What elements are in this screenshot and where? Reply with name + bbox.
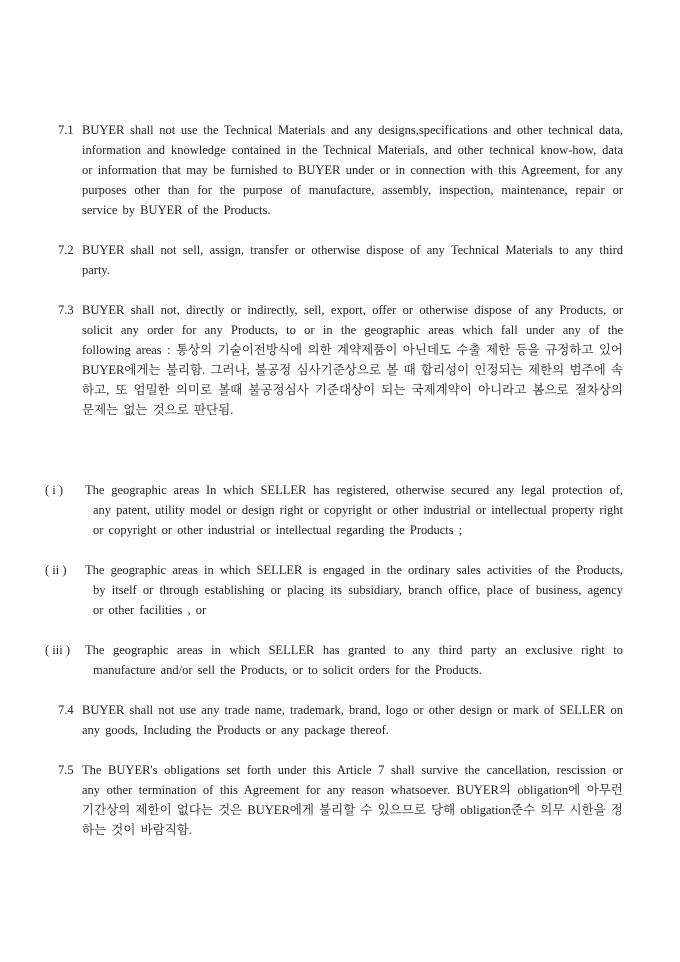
clause-7-2-number: 7.2 bbox=[58, 243, 74, 257]
subclause-ii bbox=[45, 560, 623, 620]
subclause-i-text: The geographic areas In which SELLER has registered, otherwise secured any legal protection of, any patent, utility model or design right or copyright or other industrial or intellectual property right or copyright or other industrial or intellectual regarding the Products ; bbox=[85, 483, 623, 537]
clause-7-3-number: 7.3 bbox=[58, 303, 74, 317]
clause-7-1-text: BUYER shall not use the Technical Materials and any designs,specifications and other technical data, information and knowledge contained in the Technical Materials, and other technical know-how, data or information that may be furnished to BUYER under or in connection with this Agreement, for any purposes other than for the purpose of manufacture, assembly, inspection, maintenance, repair or service by BUYER of the Products. bbox=[82, 123, 623, 217]
clause-7-5 bbox=[45, 760, 623, 840]
clause-7-5-text: The BUYER's obligations set forth under this Article 7 shall survive the cancellation, rescission or any other termination of this Agreement for any reason whatsoever. BUYER의 obligation에 아무런 기간상의 제한이 없다는 것은 BUYER에게 불리할 수 있으므로 당해 obligation준수 의무 시한을 정하는 것이 바람직함. bbox=[82, 763, 623, 837]
clause-7-3-text: BUYER shall not, directly or indirectly, sell, export, offer or otherwise dispose of any Products, or solicit any order for any Products, to or in the geographic areas which fall under any of the following areas : 통상의 기술이전방식에 의한 계약제품이 아닌데도 수출 제한 등을 규정하고 있어 BUYER에게는 불리함. 그러나, 불공정 심사기준상으로 볼 때 합리성이 인정되는 제한의 범주에 속하고, 또 엄밀한 의미로 볼때 불공정심사 기준대상이 되는 국제계약이 아니라고 봄으로 절차상의 문제는 없는 것으로 판단됨. bbox=[82, 303, 623, 417]
subclause-iii bbox=[45, 640, 623, 680]
clause-7-4-text: BUYER shall not use any trade name, trademark, brand, logo or other design or mark of SELLER on any goods, Including the Products or any package thereof. bbox=[82, 703, 623, 737]
subclause-iii-text: The geographic areas in which SELLER has granted to any third party an exclusive right to manufacture and/or sell the Products, or to solicit orders for the Products. bbox=[85, 643, 623, 677]
subclause-i-number: ( i ) bbox=[45, 483, 64, 497]
clause-7-4-number: 7.4 bbox=[58, 703, 74, 717]
clause-7-5-number: 7.5 bbox=[58, 763, 74, 777]
clause-7-3 bbox=[45, 300, 623, 420]
subclause-ii-number: ( ii ) bbox=[45, 563, 67, 577]
clause-7-4 bbox=[45, 700, 623, 740]
subclause-iii-number: ( iii ) bbox=[45, 643, 70, 657]
subclause-ii-text: The geographic areas in which SELLER is engaged in the ordinary sales activities of the Products, by itself or through establishing or placing its subsidiary, branch office, place of business, agency or other facilities , or bbox=[85, 563, 623, 617]
clause-7-1 bbox=[45, 120, 623, 220]
clause-7-2 bbox=[45, 240, 623, 280]
clause-7-2-text: BUYER shall not sell, assign, transfer or otherwise dispose of any Technical Materials to any third party. bbox=[82, 243, 623, 277]
clause-7-1-number: 7.1 bbox=[58, 123, 74, 137]
subclause-i bbox=[45, 480, 623, 540]
